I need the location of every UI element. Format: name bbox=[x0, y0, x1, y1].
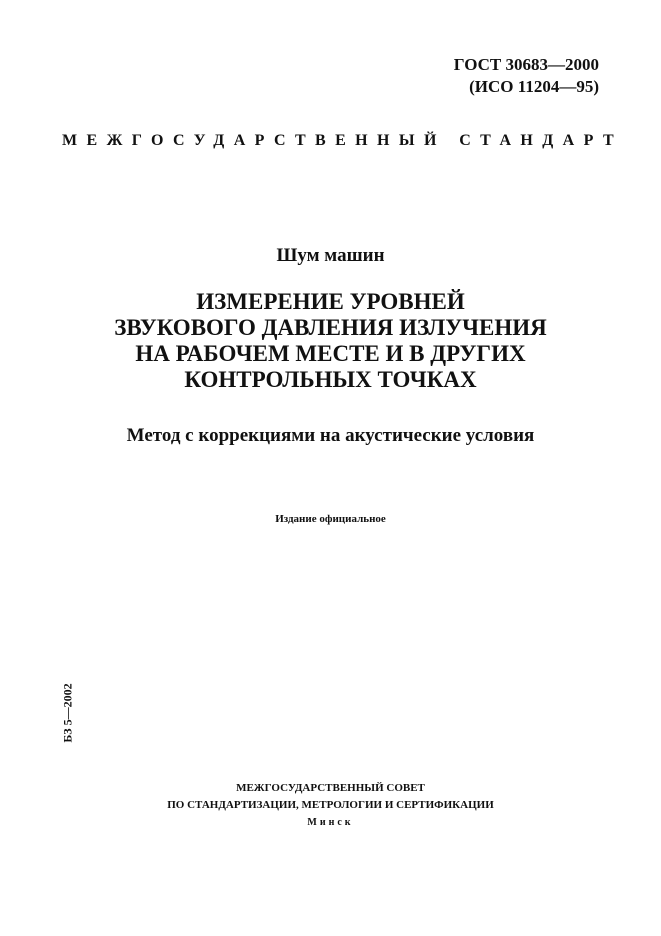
standard-designation bbox=[454, 54, 599, 98]
title-line: ЗВУКОВОГО ДАВЛЕНИЯ ИЗЛУЧЕНИЯ bbox=[114, 315, 547, 340]
publisher-block bbox=[0, 780, 661, 831]
standard-type-heading: МЕЖГОСУДАРСТВЕННЫЙ СТАНДАРТ bbox=[62, 132, 624, 149]
publisher-line: МЕЖГОСУДАРСТВЕННЫЙ СОВЕТ bbox=[236, 782, 425, 794]
designation-gost: ГОСТ 30683—2000 bbox=[453, 55, 599, 74]
subject-heading: Шум машин bbox=[276, 245, 385, 266]
method-subtitle: Метод с коррекциями на акустические условия bbox=[126, 425, 535, 446]
designation-iso: (ИСО 11204—95) bbox=[469, 77, 599, 96]
edition-note: Издание официальное bbox=[275, 513, 386, 525]
title-line: КОНТРОЛЬНЫХ ТОЧКАХ bbox=[184, 367, 477, 392]
catalog-code: БЗ 5—2002 bbox=[60, 683, 75, 743]
title-line: НА РАБОЧЕМ МЕСТЕ И В ДРУГИХ bbox=[135, 341, 526, 366]
publisher-line: ПО СТАНДАРТИЗАЦИИ, МЕТРОЛОГИИ И СЕРТИФИКАЦИИ bbox=[167, 799, 494, 811]
title-line: ИЗМЕРЕНИЕ УРОВНЕЙ bbox=[196, 289, 465, 314]
document-title bbox=[0, 289, 661, 393]
publisher-city: Минск bbox=[307, 817, 354, 828]
